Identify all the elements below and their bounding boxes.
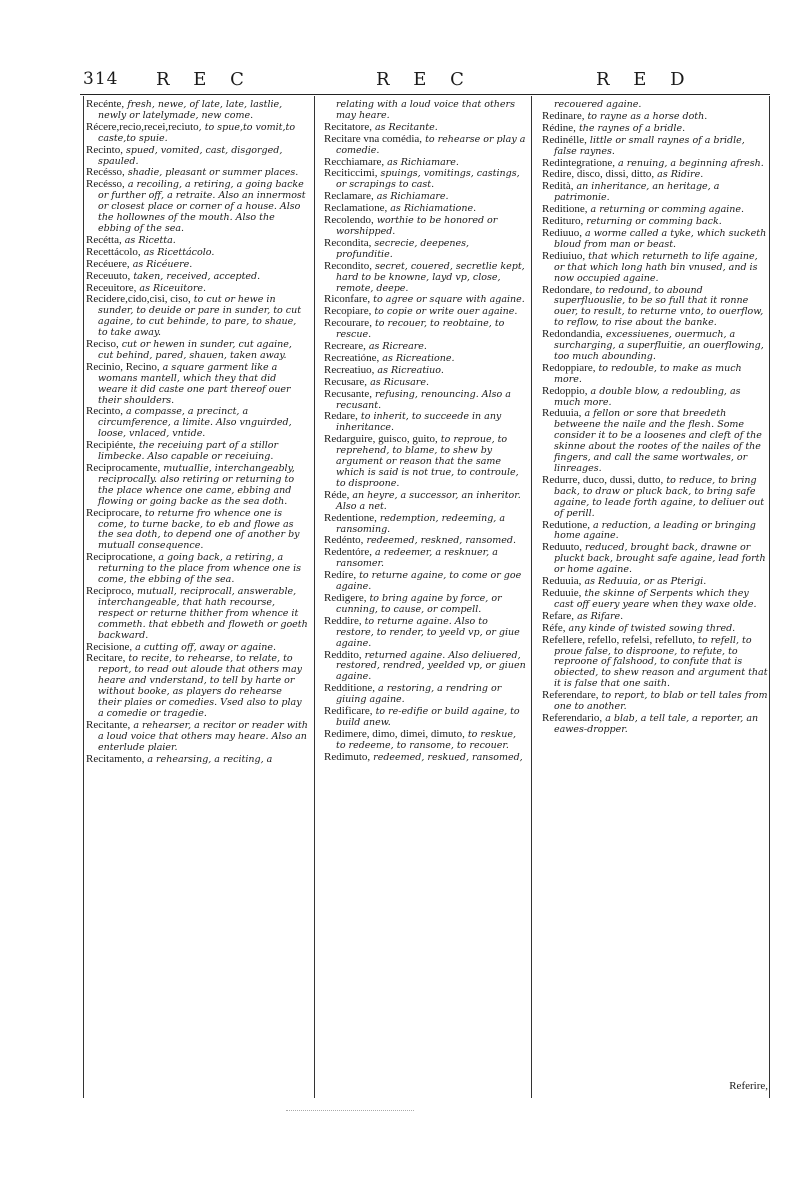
entry-gloss: refusing, renouncing. Also a recusant. bbox=[336, 388, 511, 411]
entry-headword: Recésso, bbox=[86, 166, 125, 179]
entry-headword: Redintegratione, bbox=[542, 156, 616, 169]
entry-headword: Redutione, bbox=[542, 518, 590, 531]
entry-headword: Recésso, bbox=[86, 178, 125, 191]
entry-gloss: a rehearsing, a reciting, a bbox=[144, 753, 273, 765]
entry-gloss: as Reduuia, or as Pterigi. bbox=[581, 576, 707, 588]
column-rule-left bbox=[83, 96, 84, 1098]
dictionary-entry bbox=[86, 99, 308, 122]
entry-headword: Recusante, bbox=[324, 387, 372, 400]
entry-headword: Refare, bbox=[542, 609, 575, 622]
entry-headword: Reduuie, bbox=[542, 586, 582, 599]
entry-headword: Reclamatione, bbox=[324, 202, 388, 215]
dictionary-entry bbox=[324, 570, 526, 593]
dictionary-entry bbox=[86, 406, 308, 440]
entry-headword: Recéuere, bbox=[86, 257, 130, 270]
entry-gloss: to redound, to abound superfluouslie, to be so full that it ronne ouer, to result, to returne vnto, to ouerflow, to reflow, to rise about the banke. bbox=[554, 284, 764, 329]
entry-gloss: , to spue,to vomit,to caste,to spuie. bbox=[98, 121, 296, 144]
dictionary-entry bbox=[324, 547, 526, 570]
dictionary-entry bbox=[86, 508, 308, 553]
entry-headword: Redificare, bbox=[324, 705, 373, 718]
entry-gloss: excessiuenes, ouermuch, a surcharging, a superfluitie, an ouerflowing, too much abounding. bbox=[554, 329, 764, 362]
dictionary-entry bbox=[324, 513, 526, 536]
entry-gloss: spued, vomited, cast, disgorged, spauled. bbox=[98, 144, 283, 167]
entry-gloss: any kinde of twisted sowing thred. bbox=[565, 622, 736, 634]
entry-headword: Reciso, bbox=[86, 338, 119, 351]
dictionary-entry bbox=[542, 588, 768, 611]
entry-headword: Recinio, Recino, bbox=[86, 360, 160, 373]
dictionary-entry bbox=[324, 593, 526, 616]
entry-headword: Rédine, bbox=[542, 121, 576, 134]
entry-gloss: to cut or hewe in sunder, to deuide or pare in sunder, to cut againe, to cut behinde, to pare, to shaue, to take away. bbox=[98, 294, 302, 339]
entry-gloss: worthie to be honored or worshipped. bbox=[336, 215, 498, 237]
entry-headword: Rediuiuo, bbox=[542, 249, 586, 262]
dictionary-entry bbox=[542, 475, 768, 520]
entry-headword: Redoppiare, bbox=[542, 361, 596, 374]
entry-gloss: to copie or write ouer againe. bbox=[371, 306, 518, 318]
dictionary-entry bbox=[324, 238, 526, 261]
entry-gloss: as Ricreare. bbox=[365, 341, 427, 353]
entry-gloss: as Rifare. bbox=[574, 610, 624, 622]
column-rule-2 bbox=[531, 96, 532, 1098]
dictionary-entry bbox=[542, 386, 768, 409]
entry-gloss: an heyre, a successor, an inheritor. Also a net. bbox=[336, 489, 521, 512]
dictionary-entry bbox=[324, 99, 526, 122]
column-rule-1 bbox=[314, 96, 315, 1098]
entry-gloss: cut or hewen in sunder, cut againe, cut behind, pared, shauen, taken away. bbox=[98, 339, 292, 361]
dictionary-entry bbox=[542, 329, 768, 363]
entry-gloss: as Richiamatione. bbox=[387, 203, 477, 215]
dictionary-entry bbox=[324, 318, 526, 341]
entry-gloss: to report, to blab or tell tales from one to another. bbox=[554, 690, 768, 713]
entry-gloss: to returne againe. Also to restore, to render, to yeeld vp, or giue againe. bbox=[336, 615, 520, 649]
dictionary-entry bbox=[324, 389, 526, 412]
dictionary-entry bbox=[324, 752, 526, 764]
entry-gloss: as Ricettácolo. bbox=[140, 246, 215, 258]
entry-gloss: fresh, newe, of late, late, lastlie, newly or latelymade, new come. bbox=[98, 99, 283, 121]
entry-gloss: redemption, redeeming, a ransoming. bbox=[336, 512, 506, 535]
entry-gloss: to rayne as a horse doth. bbox=[584, 110, 708, 122]
dictionary-entry bbox=[86, 294, 308, 339]
dictionary-entry bbox=[324, 168, 526, 191]
dictionary-entry bbox=[86, 720, 308, 754]
entry-headword: Recitare, bbox=[86, 652, 126, 665]
entry-headword: Reddito, bbox=[324, 648, 362, 661]
entry-headword: Recipiénte, bbox=[86, 439, 136, 452]
entry-gloss: to agree or square with againe. bbox=[370, 294, 525, 306]
entry-headword: Redénto, bbox=[324, 534, 364, 547]
dictionary-entry bbox=[86, 362, 308, 407]
entry-gloss: a renuing, a beginning afresh. bbox=[615, 157, 764, 169]
entry-gloss: mutuallie, interchangeably, reciprocally. also retiring or returning to the place whence one came, ebbing and flowing or going backe as the sea doth. bbox=[98, 463, 295, 507]
entry-gloss: to recite, to rehearse, to relate, to report, to read out aloude that others may heare and vnderstand, to tell by harte or without booke, as players do rehearse their plaies or comedies. Vsed also to play a comedie or tragedie. bbox=[98, 653, 302, 719]
dictionary-entry bbox=[324, 411, 526, 434]
entry-headword: Recreare, bbox=[324, 340, 366, 353]
dictionary-entry bbox=[324, 706, 526, 729]
entry-gloss: a recoiling, a retiring, a going backe or further off, a retraite. Also an innermost or closest place or corner of a house. Also the hollownes of the mouth. Also the ebbing of the sea. bbox=[98, 179, 306, 234]
entry-gloss: a blab, a tell tale, a reporter, an eawes-dropper. bbox=[554, 712, 759, 735]
entry-gloss: to refell, to proue false, to disproone, to refute, to reproone of falshood, to confute that is obiected, to shew reason and argument that it is false that one saith. bbox=[554, 634, 768, 690]
entry-headword: Recitante, bbox=[86, 718, 131, 731]
dictionary-entry bbox=[324, 134, 526, 157]
dictionary-entry bbox=[324, 261, 526, 295]
dictionary-entry bbox=[86, 122, 308, 145]
entry-headword: Rediuuo, bbox=[542, 226, 583, 239]
entry-headword: Recitare vna comédia, bbox=[324, 132, 423, 145]
entry-headword: Redditione, bbox=[324, 682, 376, 695]
entry-gloss: to reproue, to reprehend, to blame, to shew by argument or reason that the same which is said is not true, to controule, to disproone. bbox=[336, 434, 519, 489]
entry-gloss: as Ricusare. bbox=[367, 376, 429, 388]
entry-headword: Recondito, bbox=[324, 259, 372, 272]
entry-headword: Réfe, bbox=[542, 621, 566, 634]
entry-gloss: as Ricreatione. bbox=[379, 352, 455, 364]
entry-gloss: returning or comming back. bbox=[583, 216, 722, 228]
entry-gloss: secrecie, deepenes, profunditie. bbox=[336, 237, 470, 260]
entry-headword: Riconfare, bbox=[324, 293, 371, 306]
entry-headword: Recourare, bbox=[324, 317, 372, 330]
entry-gloss: a redeemer, a resknuer, a ransomer. bbox=[336, 547, 498, 570]
dictionary-entry bbox=[324, 729, 526, 752]
entry-headword: Recchiamare, bbox=[324, 155, 385, 168]
column-heading-left: R E C bbox=[156, 69, 253, 90]
entry-headword: Referendare, bbox=[542, 689, 599, 702]
dictionary-entry bbox=[542, 181, 768, 204]
entry-gloss: to returne againe, to come or goe againe. bbox=[336, 570, 522, 593]
dictionary-entry bbox=[542, 363, 768, 386]
entry-headword: Reciprocamente, bbox=[86, 462, 161, 474]
entry-gloss: to inherit, to succeede in any inheritance. bbox=[336, 411, 502, 434]
entry-gloss: a reduction, a leading or bringing home againe. bbox=[554, 519, 756, 542]
dictionary-entry bbox=[324, 490, 526, 513]
entry-headword: Redentione, bbox=[324, 511, 377, 524]
dictionary-entry bbox=[86, 440, 308, 463]
entry-gloss: returned againe. Also deliuered, restored, rendred, yeelded vp, or giuen againe. bbox=[336, 649, 526, 683]
entry-gloss: as Ridire. bbox=[654, 169, 704, 181]
dictionary-entry bbox=[542, 542, 768, 576]
dictionary-entry bbox=[542, 635, 768, 691]
entry-gloss: as Ricreatiuo. bbox=[374, 364, 444, 376]
page-foot-mark bbox=[286, 1110, 414, 1111]
dictionary-entry bbox=[324, 650, 526, 684]
entry-headword: Réde, bbox=[324, 488, 350, 501]
entry-gloss: to reduce, to bring back, to draw or pluck back, to bring safe againe, to leade forth againe, to deliuer out of perill. bbox=[554, 474, 765, 519]
entry-headword: Redondare, bbox=[542, 283, 593, 296]
dictionary-entry bbox=[86, 179, 308, 235]
entry-gloss: to re-edifie or build againe, to build anew. bbox=[336, 706, 520, 728]
page-number: 314 bbox=[83, 69, 119, 89]
column-rule-right bbox=[769, 96, 770, 1098]
entry-gloss: to reskue, to redeeme, to ransome, to recouer. bbox=[336, 728, 516, 751]
entry-gloss: as Riceuitore. bbox=[136, 282, 206, 294]
entry-headword: Reddire, bbox=[324, 614, 362, 627]
entry-headword: Redarguire, guisco, guito, bbox=[324, 433, 438, 446]
dictionary-entry bbox=[324, 616, 526, 650]
entry-headword: Reduuia, bbox=[542, 575, 582, 588]
entry-gloss: an inheritance, an heritage, a patrimonie. bbox=[554, 181, 720, 204]
dictionary-page bbox=[80, 68, 770, 1118]
entry-gloss: as Richiamare. bbox=[373, 191, 449, 203]
entry-gloss: a restoring, a rendring or giuing againe. bbox=[336, 683, 502, 706]
entry-gloss: to recouer, to reobtaine, to rescue. bbox=[336, 318, 505, 341]
entry-gloss: a going back, a retiring, a returning to the place from whence one is come, the ebbing of the sea. bbox=[98, 552, 302, 586]
column-right bbox=[542, 99, 768, 1099]
entry-headword: Redare, bbox=[324, 410, 358, 423]
dictionary-entry bbox=[86, 339, 308, 362]
entry-headword: Recreatiuo, bbox=[324, 363, 375, 376]
entry-gloss: that which returneth to life againe, or that which long hath bin vnused, and is now occupied againe. bbox=[554, 250, 758, 284]
entry-headword: Reclamare, bbox=[324, 190, 374, 203]
entry-headword: Recondita, bbox=[324, 236, 372, 249]
dictionary-entry bbox=[324, 215, 526, 238]
dictionary-entry bbox=[86, 586, 308, 642]
entry-headword: Recusare, bbox=[324, 375, 368, 388]
dictionary-entry bbox=[542, 228, 768, 251]
dictionary-entry bbox=[86, 552, 308, 586]
entry-headword: Referendario, bbox=[542, 711, 603, 724]
entry-gloss: taken, received, accepted. bbox=[130, 270, 261, 282]
entry-headword: Redimuto, bbox=[324, 750, 371, 763]
entry-gloss: as Ricéuere. bbox=[129, 258, 193, 270]
entry-gloss: a worme called a tyke, which sucketh bloud from man or beast. bbox=[554, 227, 767, 250]
entry-headword: Recénte, bbox=[86, 99, 125, 110]
entry-headword: Receuitore, bbox=[86, 281, 137, 294]
dictionary-entry bbox=[324, 683, 526, 706]
entry-gloss: a fellon or sore that breedeth betweene the naile and the flesh. Some consider it to be a loosenes and cleft of the skinne about the rootes of the nailes of the fingers, and call the same wortwales, or linreages. bbox=[554, 408, 762, 474]
entry-gloss: shadie, pleasant or summer places. bbox=[124, 167, 299, 179]
entry-headword: Recitamento, bbox=[86, 752, 145, 765]
entry-headword: Reciticcimi, bbox=[324, 167, 378, 180]
entry-headword: Redurre, duco, dussi, dutto, bbox=[542, 473, 664, 486]
entry-gloss: little or small raynes of a bridle, false raynes. bbox=[554, 134, 745, 157]
entry-gloss: a compasse, a precinct, a circumference, a limite. Also vnguirded, loose, vnlaced, vntide. bbox=[98, 406, 292, 440]
entry-gloss: the skinne of Serpents which they cast off euery yeare when they waxe olde. bbox=[554, 587, 757, 610]
entry-headword: Redoppio, bbox=[542, 384, 588, 397]
dictionary-entry bbox=[324, 434, 526, 490]
entry-headword: Reciproco, bbox=[86, 584, 134, 597]
entry-gloss: a double blow, a redoubling, as much more. bbox=[554, 385, 741, 408]
running-header bbox=[80, 68, 770, 95]
column-left bbox=[86, 99, 308, 1099]
entry-headword: Recidere,cido,cisi, ciso, bbox=[86, 293, 191, 306]
entry-headword: Redondandia, bbox=[542, 328, 603, 341]
entry-gloss: the raynes of a bridle. bbox=[575, 122, 686, 134]
entry-gloss: a cutting off, away or againe. bbox=[132, 641, 276, 653]
entry-headword: Redinare, bbox=[542, 109, 585, 122]
entry-gloss: to bring againe by force, or cunning, to cause, or compell. bbox=[336, 592, 502, 615]
entry-headword: Recisione, bbox=[86, 640, 133, 653]
entry-headword: Redità, bbox=[542, 180, 574, 193]
dictionary-entry bbox=[86, 463, 308, 508]
entry-headword: Reciprocare, bbox=[86, 506, 142, 519]
entry-headword: Reciprocatione, bbox=[86, 551, 156, 564]
entry-headword: Receuuto, bbox=[86, 269, 131, 282]
entry-gloss: a rehearser, a recitor or reader with a loud voice that others may heare. Also an enterlude plaier. bbox=[98, 719, 308, 753]
dictionary-entry bbox=[542, 690, 768, 713]
entry-gloss: as Recitante. bbox=[371, 121, 438, 133]
entry-gloss: mutuall, reciprocall, answerable, interchangeable, that hath recourse, respect or returne thither from whence it commeth. that ebbeth and floweth or goeth backward. bbox=[98, 585, 308, 641]
entry-headword: Recreatióne, bbox=[324, 351, 380, 364]
entry-gloss: redeemed, reskued, ransomed, bbox=[370, 751, 523, 763]
entry-gloss: redeemed, reskned, ransomed. bbox=[363, 535, 516, 547]
dictionary-entry bbox=[542, 135, 768, 158]
entry-gloss: secret, couered, secretlie kept, hard to be knowne, layd vp, close, remote, deepe. bbox=[336, 260, 525, 294]
entry-headword: Redigere, bbox=[324, 591, 367, 604]
entry-gloss: relating with a loud voice that others may heare. bbox=[336, 99, 515, 121]
entry-gloss: the receiuing part of a stillor limbecke. Also capable or receiuing. bbox=[98, 440, 279, 463]
column-heading-middle: R E C bbox=[376, 69, 473, 90]
dictionary-entry bbox=[542, 520, 768, 543]
catchword: Referire, bbox=[729, 1080, 768, 1092]
dictionary-entry bbox=[542, 408, 768, 474]
entry-headword: Reduuto, bbox=[542, 541, 583, 554]
entry-headword: Redentóre, bbox=[324, 546, 372, 559]
entry-gloss: to redouble, to make as much more. bbox=[554, 362, 742, 385]
entry-headword: Redituro, bbox=[542, 215, 584, 228]
entry-headword: Recinto, bbox=[86, 405, 123, 418]
entry-gloss: to returne fro whence one is come, to turne backe, to eb and flowe as the sea doth, to depend one of another by mutuall consequence. bbox=[98, 507, 300, 552]
entry-headword: Reduuia, bbox=[542, 407, 582, 420]
entry-gloss: a square garment like a womans mantell, which they that did weare it did caste one part thereof ouer their shoulders. bbox=[98, 361, 291, 406]
entry-headword: Recétta, bbox=[86, 233, 122, 246]
entry-headword: Recopiare, bbox=[324, 305, 372, 318]
entry-headword: Redíre, bbox=[324, 569, 357, 582]
entry-gloss: as Richiamare. bbox=[384, 156, 459, 168]
entry-headword: Récere,recio,recei,reciuto bbox=[86, 120, 199, 133]
entry-headword: Redimere, dimo, dimei, dimuto, bbox=[324, 727, 465, 740]
dictionary-entry bbox=[86, 754, 308, 766]
dictionary-entry bbox=[542, 169, 768, 181]
dictionary-entry bbox=[542, 251, 768, 285]
column-heading-right: R E D bbox=[596, 69, 694, 90]
entry-gloss: a returning or comming againe. bbox=[587, 204, 745, 216]
entry-headword: Redinélle, bbox=[542, 133, 587, 146]
dictionary-entry bbox=[542, 611, 768, 623]
entry-gloss: recouered againe. bbox=[554, 99, 642, 110]
column-middle bbox=[324, 99, 526, 1099]
entry-headword: Reditione, bbox=[542, 203, 588, 216]
dictionary-entry bbox=[86, 145, 308, 168]
entry-gloss: to rehearse or play a comedie. bbox=[336, 133, 526, 156]
entry-headword: Recolendo, bbox=[324, 214, 374, 227]
entry-headword: Recinto, bbox=[86, 143, 123, 156]
dictionary-entry bbox=[86, 653, 308, 719]
entry-gloss: as Ricetta. bbox=[121, 234, 176, 246]
entry-headword: Redire, disco, dissi, ditto, bbox=[542, 168, 655, 181]
dictionary-entry bbox=[542, 713, 768, 736]
dictionary-entry bbox=[542, 285, 768, 330]
entry-gloss: spuings, vomitings, castings, or scrapings to cast. bbox=[336, 168, 520, 191]
entry-headword: Refellere, refello, refelsi, refelluto, bbox=[542, 633, 696, 646]
entry-gloss: reduced, brought back, drawne or pluckt back, brought safe againe, lead forth or home againe. bbox=[554, 542, 766, 576]
entry-headword: Recitatore, bbox=[324, 120, 372, 133]
entry-headword: Recettácolo, bbox=[86, 245, 141, 258]
